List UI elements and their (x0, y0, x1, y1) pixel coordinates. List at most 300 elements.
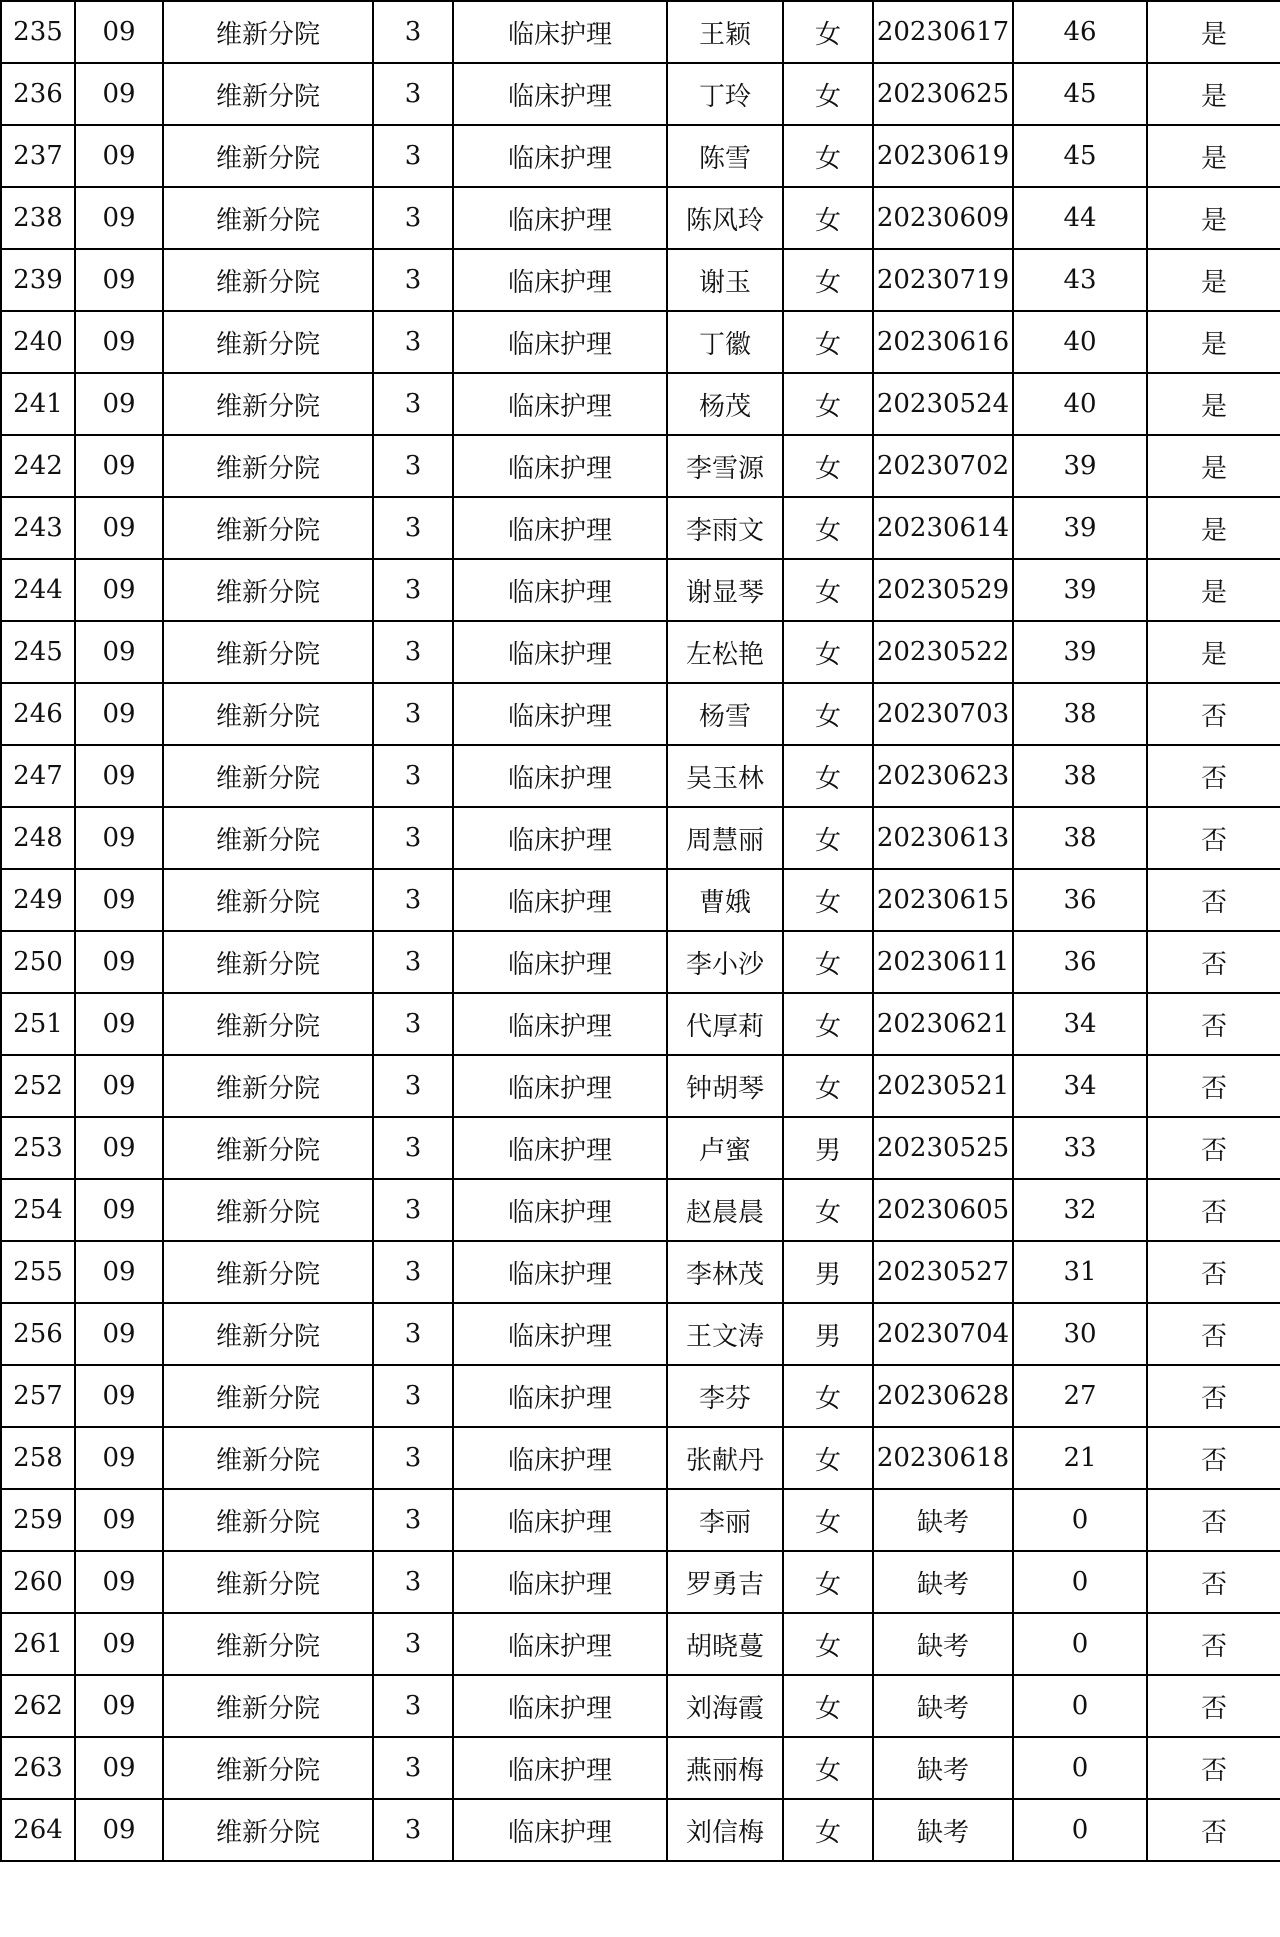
cell-ticket: 20230529 (873, 559, 1013, 621)
cell-name: 陈雪 (667, 125, 783, 187)
cell-major: 临床护理 (453, 63, 667, 125)
cell-code: 09 (75, 1675, 163, 1737)
cell-branch: 维新分院 (163, 1055, 373, 1117)
cell-score: 43 (1013, 249, 1147, 311)
cell-name: 刘海霞 (667, 1675, 783, 1737)
cell-name: 周慧丽 (667, 807, 783, 869)
cell-code: 09 (75, 1551, 163, 1613)
cell-pass: 是 (1147, 63, 1280, 125)
cell-sex: 女 (783, 125, 873, 187)
cell-level: 3 (373, 1117, 453, 1179)
cell-major: 临床护理 (453, 497, 667, 559)
cell-seq: 235 (1, 1, 75, 63)
cell-branch: 维新分院 (163, 745, 373, 807)
cell-name: 李小沙 (667, 931, 783, 993)
cell-sex: 女 (783, 1055, 873, 1117)
cell-branch: 维新分院 (163, 497, 373, 559)
cell-major: 临床护理 (453, 1551, 667, 1613)
cell-seq: 258 (1, 1427, 75, 1489)
cell-seq: 260 (1, 1551, 75, 1613)
cell-sex: 女 (783, 559, 873, 621)
cell-branch: 维新分院 (163, 1117, 373, 1179)
cell-major: 临床护理 (453, 1427, 667, 1489)
cell-pass: 否 (1147, 683, 1280, 745)
cell-ticket: 20230525 (873, 1117, 1013, 1179)
table-row (1, 993, 1280, 1055)
cell-score: 0 (1013, 1675, 1147, 1737)
cell-score: 36 (1013, 869, 1147, 931)
cell-level: 3 (373, 1675, 453, 1737)
cell-score: 31 (1013, 1241, 1147, 1303)
cell-branch: 维新分院 (163, 1427, 373, 1489)
cell-major: 临床护理 (453, 1179, 667, 1241)
table-row (1, 249, 1280, 311)
cell-name: 李雪源 (667, 435, 783, 497)
cell-major: 临床护理 (453, 311, 667, 373)
cell-sex: 女 (783, 1, 873, 63)
cell-branch: 维新分院 (163, 187, 373, 249)
cell-pass: 否 (1147, 1551, 1280, 1613)
table-row (1, 1241, 1280, 1303)
cell-code: 09 (75, 1427, 163, 1489)
cell-pass: 是 (1147, 249, 1280, 311)
cell-pass: 否 (1147, 1737, 1280, 1799)
cell-level: 3 (373, 1551, 453, 1613)
cell-sex: 女 (783, 373, 873, 435)
cell-code: 09 (75, 993, 163, 1055)
cell-level: 3 (373, 435, 453, 497)
cell-seq: 264 (1, 1799, 75, 1861)
cell-ticket: 20230605 (873, 1179, 1013, 1241)
cell-ticket: 20230522 (873, 621, 1013, 683)
table-row (1, 1613, 1280, 1675)
cell-major: 临床护理 (453, 1303, 667, 1365)
cell-level: 3 (373, 1055, 453, 1117)
cell-name: 卢蜜 (667, 1117, 783, 1179)
cell-ticket: 缺考 (873, 1551, 1013, 1613)
cell-code: 09 (75, 435, 163, 497)
cell-major: 临床护理 (453, 559, 667, 621)
cell-branch: 维新分院 (163, 1365, 373, 1427)
cell-sex: 女 (783, 1489, 873, 1551)
cell-major: 临床护理 (453, 807, 667, 869)
cell-major: 临床护理 (453, 745, 667, 807)
cell-branch: 维新分院 (163, 435, 373, 497)
cell-code: 09 (75, 311, 163, 373)
cell-level: 3 (373, 1365, 453, 1427)
cell-pass: 否 (1147, 993, 1280, 1055)
cell-major: 临床护理 (453, 1675, 667, 1737)
cell-name: 李芬 (667, 1365, 783, 1427)
cell-name: 罗勇吉 (667, 1551, 783, 1613)
cell-sex: 男 (783, 1117, 873, 1179)
cell-pass: 否 (1147, 1613, 1280, 1675)
cell-ticket: 20230615 (873, 869, 1013, 931)
cell-name: 谢玉 (667, 249, 783, 311)
cell-level: 3 (373, 1613, 453, 1675)
cell-level: 3 (373, 1303, 453, 1365)
cell-level: 3 (373, 807, 453, 869)
cell-branch: 维新分院 (163, 1799, 373, 1861)
cell-score: 44 (1013, 187, 1147, 249)
cell-code: 09 (75, 621, 163, 683)
cell-level: 3 (373, 1, 453, 63)
cell-major: 临床护理 (453, 993, 667, 1055)
cell-seq: 245 (1, 621, 75, 683)
cell-sex: 男 (783, 1241, 873, 1303)
cell-score: 0 (1013, 1551, 1147, 1613)
cell-name: 张献丹 (667, 1427, 783, 1489)
cell-score: 45 (1013, 125, 1147, 187)
cell-score: 21 (1013, 1427, 1147, 1489)
cell-branch: 维新分院 (163, 1179, 373, 1241)
cell-pass: 否 (1147, 1117, 1280, 1179)
table-row (1, 1427, 1280, 1489)
cell-major: 临床护理 (453, 621, 667, 683)
cell-major: 临床护理 (453, 125, 667, 187)
cell-level: 3 (373, 1799, 453, 1861)
cell-ticket: 20230614 (873, 497, 1013, 559)
cell-score: 39 (1013, 435, 1147, 497)
cell-seq: 236 (1, 63, 75, 125)
cell-branch: 维新分院 (163, 1241, 373, 1303)
cell-major: 临床护理 (453, 1737, 667, 1799)
cell-seq: 246 (1, 683, 75, 745)
cell-level: 3 (373, 497, 453, 559)
cell-branch: 维新分院 (163, 1675, 373, 1737)
cell-level: 3 (373, 683, 453, 745)
cell-code: 09 (75, 683, 163, 745)
table-body (1, 1, 1280, 1861)
cell-score: 27 (1013, 1365, 1147, 1427)
cell-name: 谢显琴 (667, 559, 783, 621)
cell-seq: 238 (1, 187, 75, 249)
cell-score: 30 (1013, 1303, 1147, 1365)
cell-code: 09 (75, 1117, 163, 1179)
table-row (1, 1303, 1280, 1365)
cell-major: 临床护理 (453, 373, 667, 435)
cell-branch: 维新分院 (163, 1, 373, 63)
cell-pass: 否 (1147, 1799, 1280, 1861)
cell-major: 临床护理 (453, 249, 667, 311)
cell-code: 09 (75, 125, 163, 187)
cell-name: 杨茂 (667, 373, 783, 435)
table-row (1, 1365, 1280, 1427)
cell-name: 杨雪 (667, 683, 783, 745)
cell-name: 吴玉林 (667, 745, 783, 807)
cell-pass: 否 (1147, 931, 1280, 993)
cell-branch: 维新分院 (163, 869, 373, 931)
cell-branch: 维新分院 (163, 1613, 373, 1675)
cell-sex: 女 (783, 1365, 873, 1427)
cell-seq: 239 (1, 249, 75, 311)
cell-sex: 女 (783, 931, 873, 993)
cell-name: 赵晨晨 (667, 1179, 783, 1241)
cell-ticket: 20230619 (873, 125, 1013, 187)
cell-name: 丁玲 (667, 63, 783, 125)
cell-level: 3 (373, 1241, 453, 1303)
cell-branch: 维新分院 (163, 559, 373, 621)
cell-score: 38 (1013, 745, 1147, 807)
cell-seq: 249 (1, 869, 75, 931)
cell-branch: 维新分院 (163, 125, 373, 187)
cell-seq: 259 (1, 1489, 75, 1551)
cell-score: 39 (1013, 621, 1147, 683)
cell-sex: 女 (783, 683, 873, 745)
cell-pass: 否 (1147, 807, 1280, 869)
cell-pass: 否 (1147, 745, 1280, 807)
cell-branch: 维新分院 (163, 63, 373, 125)
table-row (1, 497, 1280, 559)
cell-score: 39 (1013, 497, 1147, 559)
cell-sex: 女 (783, 1799, 873, 1861)
cell-sex: 女 (783, 1675, 873, 1737)
table-row (1, 869, 1280, 931)
cell-name: 李雨文 (667, 497, 783, 559)
cell-pass: 是 (1147, 311, 1280, 373)
cell-code: 09 (75, 1179, 163, 1241)
cell-major: 临床护理 (453, 1055, 667, 1117)
cell-pass: 否 (1147, 1179, 1280, 1241)
cell-name: 王颖 (667, 1, 783, 63)
cell-ticket: 20230618 (873, 1427, 1013, 1489)
cell-ticket: 20230611 (873, 931, 1013, 993)
cell-ticket: 20230719 (873, 249, 1013, 311)
cell-score: 33 (1013, 1117, 1147, 1179)
cell-branch: 维新分院 (163, 1551, 373, 1613)
cell-pass: 是 (1147, 1, 1280, 63)
cell-sex: 女 (783, 1737, 873, 1799)
cell-score: 34 (1013, 993, 1147, 1055)
cell-code: 09 (75, 373, 163, 435)
cell-score: 32 (1013, 1179, 1147, 1241)
cell-sex: 女 (783, 621, 873, 683)
cell-score: 36 (1013, 931, 1147, 993)
cell-name: 燕丽梅 (667, 1737, 783, 1799)
cell-name: 李丽 (667, 1489, 783, 1551)
cell-branch: 维新分院 (163, 311, 373, 373)
cell-seq: 262 (1, 1675, 75, 1737)
cell-level: 3 (373, 187, 453, 249)
cell-score: 0 (1013, 1799, 1147, 1861)
table-row (1, 621, 1280, 683)
cell-ticket: 缺考 (873, 1613, 1013, 1675)
table-row (1, 1675, 1280, 1737)
cell-major: 临床护理 (453, 1799, 667, 1861)
cell-code: 09 (75, 1303, 163, 1365)
cell-score: 46 (1013, 1, 1147, 63)
cell-seq: 244 (1, 559, 75, 621)
cell-code: 09 (75, 1737, 163, 1799)
cell-pass: 是 (1147, 559, 1280, 621)
cell-level: 3 (373, 931, 453, 993)
cell-ticket: 缺考 (873, 1489, 1013, 1551)
cell-seq: 247 (1, 745, 75, 807)
cell-code: 09 (75, 1489, 163, 1551)
cell-code: 09 (75, 931, 163, 993)
cell-code: 09 (75, 559, 163, 621)
cell-branch: 维新分院 (163, 931, 373, 993)
cell-seq: 252 (1, 1055, 75, 1117)
cell-sex: 女 (783, 1551, 873, 1613)
cell-level: 3 (373, 621, 453, 683)
cell-code: 09 (75, 187, 163, 249)
cell-seq: 241 (1, 373, 75, 435)
cell-level: 3 (373, 993, 453, 1055)
cell-sex: 女 (783, 1427, 873, 1489)
cell-score: 0 (1013, 1489, 1147, 1551)
cell-seq: 256 (1, 1303, 75, 1365)
cell-major: 临床护理 (453, 683, 667, 745)
cell-score: 45 (1013, 63, 1147, 125)
cell-seq: 254 (1, 1179, 75, 1241)
cell-pass: 否 (1147, 1427, 1280, 1489)
cell-seq: 253 (1, 1117, 75, 1179)
table-row (1, 1117, 1280, 1179)
cell-ticket: 20230524 (873, 373, 1013, 435)
cell-level: 3 (373, 63, 453, 125)
cell-pass: 是 (1147, 497, 1280, 559)
cell-ticket: 20230702 (873, 435, 1013, 497)
cell-major: 临床护理 (453, 435, 667, 497)
table-row (1, 373, 1280, 435)
cell-code: 09 (75, 1613, 163, 1675)
cell-seq: 261 (1, 1613, 75, 1675)
cell-branch: 维新分院 (163, 1303, 373, 1365)
cell-seq: 251 (1, 993, 75, 1055)
cell-sex: 女 (783, 807, 873, 869)
cell-major: 临床护理 (453, 1613, 667, 1675)
cell-pass: 是 (1147, 125, 1280, 187)
cell-sex: 女 (783, 745, 873, 807)
cell-pass: 否 (1147, 1365, 1280, 1427)
cell-branch: 维新分院 (163, 993, 373, 1055)
cell-seq: 255 (1, 1241, 75, 1303)
cell-level: 3 (373, 1427, 453, 1489)
cell-major: 临床护理 (453, 1489, 667, 1551)
cell-sex: 女 (783, 187, 873, 249)
cell-name: 曹娥 (667, 869, 783, 931)
cell-ticket: 缺考 (873, 1737, 1013, 1799)
cell-level: 3 (373, 745, 453, 807)
cell-level: 3 (373, 373, 453, 435)
cell-sex: 女 (783, 497, 873, 559)
cell-code: 09 (75, 1241, 163, 1303)
cell-major: 临床护理 (453, 1365, 667, 1427)
cell-level: 3 (373, 559, 453, 621)
cell-pass: 是 (1147, 435, 1280, 497)
table-row (1, 1055, 1280, 1117)
cell-score: 40 (1013, 311, 1147, 373)
cell-sex: 女 (783, 1179, 873, 1241)
cell-sex: 女 (783, 63, 873, 125)
cell-seq: 263 (1, 1737, 75, 1799)
cell-name: 王文涛 (667, 1303, 783, 1365)
cell-major: 临床护理 (453, 1, 667, 63)
cell-level: 3 (373, 1737, 453, 1799)
cell-ticket: 20230704 (873, 1303, 1013, 1365)
table-row (1, 1, 1280, 63)
cell-seq: 237 (1, 125, 75, 187)
cell-sex: 女 (783, 1613, 873, 1675)
cell-name: 钟胡琴 (667, 1055, 783, 1117)
cell-sex: 女 (783, 249, 873, 311)
cell-name: 代厚莉 (667, 993, 783, 1055)
cell-major: 临床护理 (453, 931, 667, 993)
cell-code: 09 (75, 745, 163, 807)
table-row (1, 683, 1280, 745)
cell-pass: 否 (1147, 1055, 1280, 1117)
cell-pass: 是 (1147, 621, 1280, 683)
cell-pass: 是 (1147, 187, 1280, 249)
cell-pass: 否 (1147, 1241, 1280, 1303)
cell-pass: 否 (1147, 869, 1280, 931)
cell-score: 40 (1013, 373, 1147, 435)
cell-score: 34 (1013, 1055, 1147, 1117)
cell-sex: 女 (783, 993, 873, 1055)
cell-code: 09 (75, 1055, 163, 1117)
cell-ticket: 20230623 (873, 745, 1013, 807)
cell-score: 38 (1013, 683, 1147, 745)
cell-pass: 否 (1147, 1675, 1280, 1737)
cell-ticket: 20230613 (873, 807, 1013, 869)
cell-name: 丁徽 (667, 311, 783, 373)
table-row (1, 745, 1280, 807)
cell-score: 39 (1013, 559, 1147, 621)
cell-seq: 243 (1, 497, 75, 559)
cell-sex: 女 (783, 311, 873, 373)
cell-pass: 是 (1147, 373, 1280, 435)
cell-level: 3 (373, 125, 453, 187)
cell-sex: 女 (783, 435, 873, 497)
cell-level: 3 (373, 1179, 453, 1241)
cell-code: 09 (75, 1799, 163, 1861)
cell-code: 09 (75, 1, 163, 63)
cell-branch: 维新分院 (163, 807, 373, 869)
cell-ticket: 缺考 (873, 1799, 1013, 1861)
cell-branch: 维新分院 (163, 683, 373, 745)
cell-ticket: 缺考 (873, 1675, 1013, 1737)
cell-code: 09 (75, 249, 163, 311)
cell-code: 09 (75, 63, 163, 125)
cell-level: 3 (373, 869, 453, 931)
cell-score: 38 (1013, 807, 1147, 869)
cell-major: 临床护理 (453, 1117, 667, 1179)
table-row (1, 807, 1280, 869)
cell-score: 0 (1013, 1737, 1147, 1799)
cell-branch: 维新分院 (163, 1489, 373, 1551)
cell-seq: 257 (1, 1365, 75, 1427)
cell-ticket: 20230703 (873, 683, 1013, 745)
cell-pass: 否 (1147, 1489, 1280, 1551)
cell-sex: 女 (783, 869, 873, 931)
cell-branch: 维新分院 (163, 1737, 373, 1799)
cell-seq: 248 (1, 807, 75, 869)
cell-ticket: 20230628 (873, 1365, 1013, 1427)
cell-code: 09 (75, 1365, 163, 1427)
table-row (1, 435, 1280, 497)
cell-seq: 240 (1, 311, 75, 373)
table-row (1, 1179, 1280, 1241)
cell-code: 09 (75, 869, 163, 931)
table-row (1, 125, 1280, 187)
cell-major: 临床护理 (453, 1241, 667, 1303)
cell-level: 3 (373, 249, 453, 311)
cell-major: 临床护理 (453, 869, 667, 931)
cell-code: 09 (75, 497, 163, 559)
cell-major: 临床护理 (453, 187, 667, 249)
table-row (1, 559, 1280, 621)
